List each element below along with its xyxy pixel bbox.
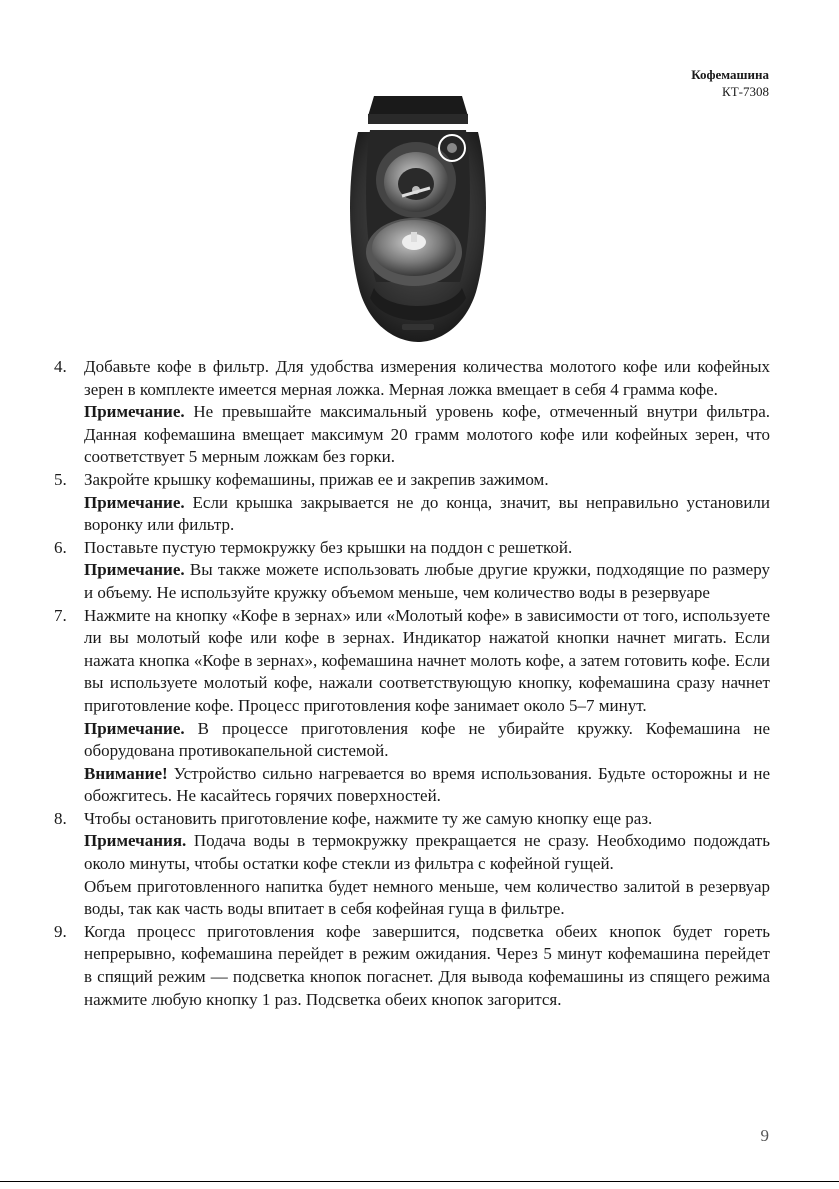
item-text [84,469,770,537]
paragraph-text: Нажмите на кнопку «Кофе в зернах» или «Молотый кофе» в зависимости от того, используете ли вы молотый кофе или кофе в зернах. Индикатор нажатой кнопки начнет мигать. Если нажата кнопка «Кофе в зернах», кофемашина начнет молоть кофе, а затем готовить кофе. Если вы используете молотый кофе, нажали соответствующую кнопку, кофемашина сразу начнет приготовление кофе. Процесс приготовления кофе занимает около 5–7 минут. [84,605,770,715]
instruction-item [54,808,770,921]
paragraph [84,830,770,875]
paragraph [84,763,770,808]
instructions-list [54,356,770,1011]
paragraph-text: Поставьте пустую термокружку без крышки на поддон с решеткой. [84,537,573,557]
paragraph-text: Объем приготовленного напитка будет немного меньше, чем количество залитой в резервуар воды, так как часть воды впитает в себя кофейная гуща в фильтре. [84,876,770,919]
note-label: Внимание! [84,763,168,783]
item-text [84,808,770,921]
coffee-machine-photo [338,92,498,344]
product-name: Кофемашина [691,67,769,82]
paragraph [84,492,770,537]
paragraph [84,559,770,604]
item-text [84,921,770,1011]
item-number: 9. [54,921,67,941]
note-label: Примечание. [84,560,185,580]
instruction-item [54,469,770,537]
paragraph [84,537,770,560]
instruction-item [54,605,770,808]
note-label: Примечание. [84,402,185,422]
item-text [84,537,770,605]
paragraph-text: Закройте крышку кофемашины, прижав ее и закрепив зажимом. [84,469,549,489]
instruction-item [54,356,770,469]
note-label: Примечания. [84,831,187,851]
document-header [691,66,769,100]
item-number: 6. [54,537,67,557]
item-number: 8. [54,808,67,828]
paragraph-text: Не превышайте максимальный уровень кофе, отмеченный внутри фильтра. Данная кофемашина вмещает максимум 20 грамм молотого кофе или кофейных зерен, что соответствует 5 мерным ложкам без горки. [84,402,770,467]
instruction-item [54,921,770,1011]
item-text [84,356,770,469]
paragraph-text: Когда процесс приготовления кофе завершится, подсветка обеих кнопок будет гореть непрерывно, кофемашина перейдет в режим ожидания. Через 5 минут кофемашина перейдет в спящий режим — подсветка кнопок погаснет. Для вывода кофемашины из спящего режима нажмите любую кнопку 1 раз. Подсветка обеих кнопок загорится. [84,921,770,1009]
paragraph [84,718,770,763]
paragraph-text: Подача воды в термокружку прекращается не сразу. Необходимо подождать около минуты, чтобы остатки кофе стекли из фильтра с кофейной гущей. [84,831,770,874]
page-number: 9 [760,1126,769,1145]
item-number: 5. [54,469,67,489]
paragraph-text: Устройство сильно нагревается во время использования. Будьте осторожны и не обожгитесь. Не касайтесь горячих поверхностей. [84,763,770,806]
model-number: КТ-7308 [722,84,769,99]
item-text [84,605,770,808]
paragraph [84,356,770,401]
paragraph-text: Добавьте кофе в фильтр. Для удобства измерения количества молотого кофе или кофейных зерен в комплекте имеется мерная ложка. Мерная ложка вмещает в себя 4 грамма кофе. [84,357,770,399]
paragraph [84,605,770,718]
paragraph [84,469,770,492]
paragraph-text: Если крышка закрывается не до конца, значит, вы неправильно установили воронку или фильтр. [84,492,770,535]
paragraph [84,921,770,1011]
paragraph [84,876,770,921]
paragraph [84,401,770,469]
item-number: 7. [54,605,67,625]
instruction-item [54,537,770,605]
paragraph-text: Чтобы остановить приготовление кофе, нажмите ту же самую кнопку еще раз. [84,808,653,828]
paragraph [84,808,770,831]
note-label: Примечание. [84,718,185,738]
footer-rule [0,1181,839,1182]
paragraph-text: В процессе приготовления кофе не убирайте кружку. Кофемашина не оборудована противокапельной системой. [84,718,770,761]
note-label: Примечание. [84,492,185,512]
item-number: 4. [54,357,67,376]
paragraph-text: Вы также можете использовать любые другие кружки, подходящие по размеру и объему. Не используйте кружку объемом меньше, чем количество воды в резервуаре [84,560,770,602]
